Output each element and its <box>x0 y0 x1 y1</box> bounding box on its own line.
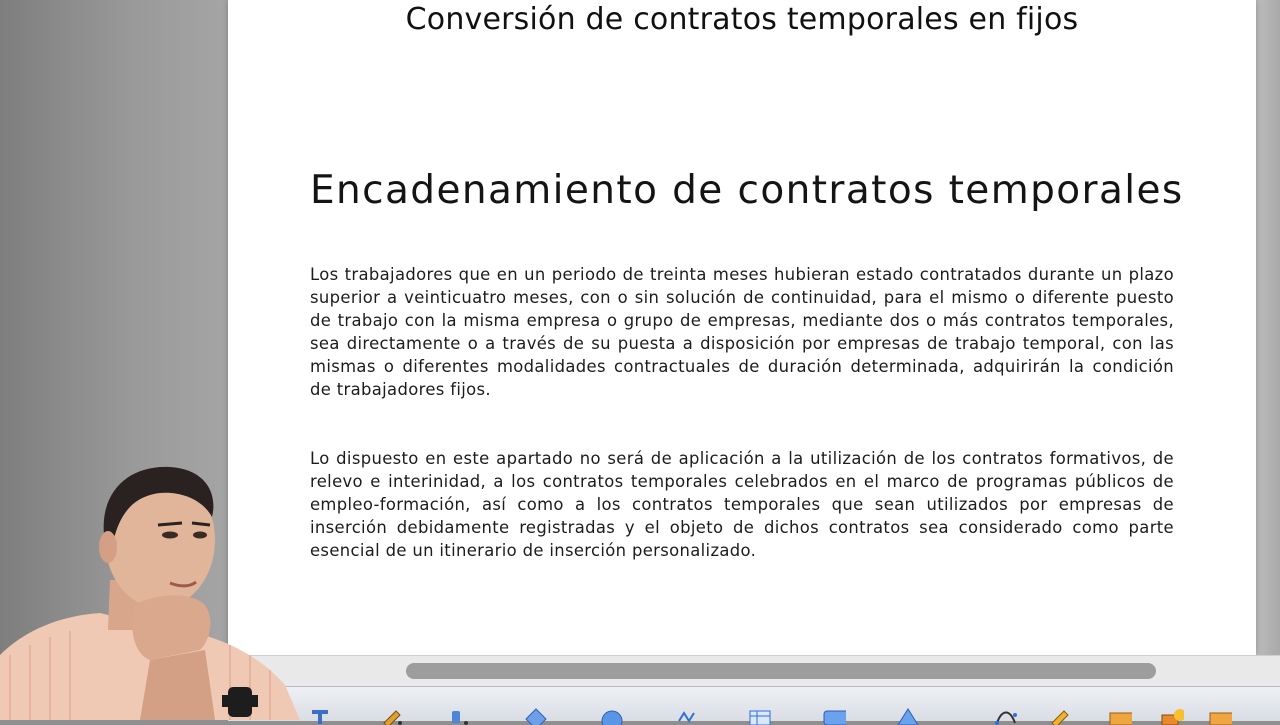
page-title: Conversión de contratos temporales en fijos <box>405 2 1079 37</box>
presenter-image <box>0 455 300 720</box>
brush-tool-icon[interactable] <box>446 707 470 725</box>
shapes-tool-icon[interactable] <box>1160 707 1184 725</box>
drawing-toolbar <box>228 686 1280 721</box>
right-gutter <box>1256 0 1280 720</box>
triangle-tool-icon[interactable] <box>896 707 920 725</box>
box2-tool-icon[interactable] <box>1208 707 1232 725</box>
horizontal-scrollbar[interactable] <box>228 655 1280 686</box>
paragraph-1: Los trabajadores que en un periodo de treinta meses hubieran estado contratados durante un plazo superior a veinticuatro meses, con o sin solución de continuidad, para el mismo o diferente puesto de trabajo con la misma empresa o grupo de empresas, mediante dos o más contratos temporales, sea directamente o a través de su puesta a disposición por empresas de trabajo temporal, con las mismas o diferentes modalidades contractuales de duración determinada, adquirirán la condición de trabajadores fijos. <box>310 265 1174 399</box>
text-tool-icon[interactable] <box>308 707 332 725</box>
shape-tool-icon[interactable] <box>524 707 548 725</box>
box-tool-icon[interactable] <box>1108 707 1132 725</box>
emoji-tool-icon[interactable] <box>600 707 624 725</box>
rectangle-tool-icon[interactable] <box>822 707 846 725</box>
table-tool-icon[interactable] <box>748 707 772 725</box>
bezier-tool-icon[interactable] <box>994 707 1018 725</box>
section-heading: Encadenamiento de contratos temporales <box>310 168 1184 213</box>
link-tool-icon[interactable] <box>676 707 700 725</box>
pen-tool-icon[interactable] <box>1048 707 1072 725</box>
presenter-webcam-overlay <box>0 455 300 720</box>
paragraph-2: Lo dispuesto en este apartado no será de aplicación a la utilización de los contratos formativos, de relevo e interinidad, a los contratos temporales celebrados en el marco de programas públicos de empleo-formación, así como a los contratos temporales que sean utilizados por empresas de inserción debidamente registradas y el objeto de dichos contratos sea considerado como parte esencial de un itinerario de inserción personalizado. <box>310 449 1174 560</box>
pencil-tool-icon[interactable] <box>380 707 404 725</box>
document-page <box>228 0 1256 655</box>
scrollbar-thumb[interactable] <box>406 663 1156 679</box>
